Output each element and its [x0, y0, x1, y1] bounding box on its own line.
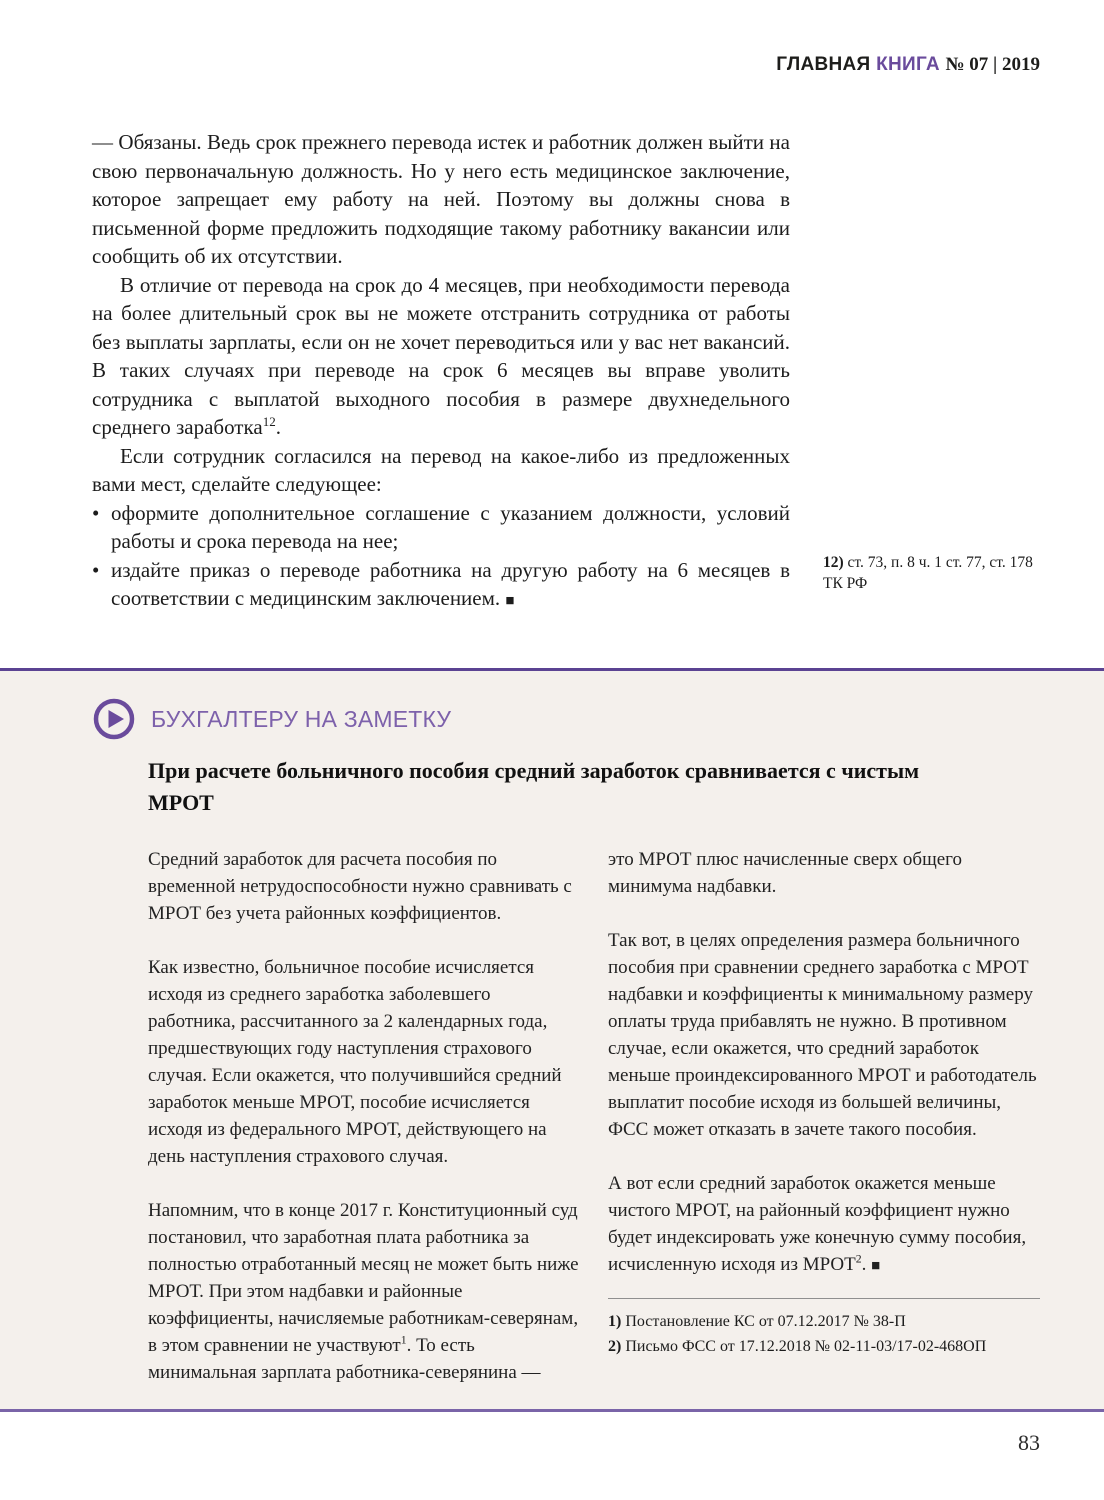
- note-right-paragraph-3: [608, 1170, 1040, 1280]
- note-left-paragraph-3-tail: . То есть минимальная зарплата работника-северянина —: [148, 1335, 541, 1383]
- masthead-brand-accent: КНИГА: [876, 54, 940, 75]
- footnote-2-number: 2): [608, 1338, 622, 1355]
- note-title: При расчете больничного пособия средний заработок сравнивается с чистым МРОТ: [148, 758, 920, 815]
- masthead-brand-black: ГЛАВНАЯ: [776, 54, 871, 75]
- bullet-text-1: оформите дополнительное соглашение с указанием должности, условий работы и срока перевода на нее;: [111, 500, 790, 553]
- page-number: 83: [1018, 1430, 1040, 1455]
- note-section-header: [93, 698, 451, 740]
- note-left-paragraph-3-text: Напомним, что в конце 2017 г. Конституционный суд постановил, что заработная плата работника за полностью отработанный месяц не может быть ниже МРОТ. При этом надбавки и районные коэффициенты, начисляемые работникам-северянам, в этом сравнении не участвуют: [148, 1200, 579, 1356]
- footnote-ref-1: 1: [400, 1333, 407, 1347]
- margin-footnote-12: [823, 552, 1041, 594]
- footnote-1-text: Постановление КС от 07.12.2017 № 38-П: [625, 1313, 906, 1330]
- masthead-issue: № 07 | 2019: [945, 54, 1040, 75]
- note-right-paragraph-1: это МРОТ плюс начисленные сверх общего минимума надбавки.: [608, 849, 962, 897]
- bullet-icon: •: [92, 500, 100, 525]
- footnote-list: [608, 1309, 1040, 1359]
- note-left-paragraph-2: Как известно, больничное пособие исчисляется исходя из среднего заработка заболевшего работника, рассчитанного за 2 календарных года, предшествующих году наступления страхового случая. Если окажется, что получившийся средний заработок меньше МРОТ, пособие исчисляется исходя из федерального МРОТ, действующего на день наступления страхового случая.: [148, 957, 562, 1167]
- footnote-ref-12: 12: [262, 414, 276, 429]
- footnote-1-number: 1): [608, 1313, 622, 1330]
- footnote-ref-2: 2: [855, 1252, 862, 1266]
- footnote-1: [608, 1309, 1040, 1334]
- bullet-text-2: издайте приказ о переводе работника на другую работу на 6 месяцев в соответствии с медицинским заключением.: [111, 557, 790, 610]
- article-bullet-list: [92, 499, 790, 616]
- article-paragraph-3: Если сотрудник согласился на перевод на какое-либо из предложенных вами мест, сделайте следующее:: [92, 443, 790, 496]
- note-left-paragraph-1: Средний заработок для расчета пособия по временной нетрудоспособности нужно сравнивать с МРОТ без учета районных коэффициентов.: [148, 849, 572, 924]
- masthead: [776, 54, 1040, 76]
- play-icon: [93, 698, 135, 740]
- note-right-paragraph-3-period: .: [861, 1254, 867, 1275]
- accountant-note-box: [0, 668, 1104, 1412]
- note-left-column: [148, 846, 580, 1386]
- footnote-2-text: Письмо ФСС от 17.12.2018 № 02-11-03/17-02-468ОП: [625, 1338, 987, 1355]
- main-article: [92, 128, 790, 616]
- article-paragraph-1: — Обязаны. Ведь срок прежнего перевода истек и работник должен выйти на свою первоначальную должность. Но у него есть медицинское заключение, которое запрещает ему работу на ней. Поэтому вы должны снова в письменной форме предложить подходящие такому работнику вакансии или сообщить об их отсутствии.: [92, 130, 790, 268]
- article-end-mark-icon: ■: [505, 593, 515, 609]
- note-section-label: БУХГАЛТЕРУ НА ЗАМЕТКУ: [151, 705, 452, 732]
- article-paragraph-2-text: В отличие от перевода на срок до 4 месяцев, при необходимости перевода на более длительный срок вы не можете отстранить сотрудника от работы без выплаты зарплаты, если он не хочет переводиться или у вас нет вакансий. В таких случаях при переводе на срок 6 месяцев вы вправе уволить сотрудника с выплатой выходного пособия в размере двухнедельного среднего заработка: [92, 272, 790, 439]
- article-paragraph-2: [92, 271, 790, 442]
- list-item: [92, 499, 790, 556]
- note-right-paragraph-3-text: А вот если средний заработок окажется меньше чистого МРОТ, на районный коэффициент нужно будет индексировать уже конечную сумму пособия, исчисленную исходя из МРОТ: [608, 1173, 1027, 1275]
- note-end-mark-icon: ■: [871, 1258, 881, 1274]
- margin-footnote-number: 12): [823, 554, 844, 571]
- footnote-2: [608, 1334, 1040, 1359]
- bullet-icon: •: [92, 557, 100, 582]
- note-left-paragraph-3: [148, 1197, 580, 1386]
- note-right-column: [608, 846, 1040, 1359]
- list-item: [92, 556, 790, 616]
- article-paragraph-2-period: .: [275, 415, 281, 439]
- footnote-divider: [608, 1298, 1040, 1299]
- note-right-paragraph-2: Так вот, в целях определения размера больничного пособия при сравнении среднего заработка с МРОТ надбавки и коэффициенты к минимальному размеру оплаты труда прибавлять не нужно. В противном случае, если окажется, что средний заработок меньше проиндексированного МРОТ и работодатель выплатит пособие исходя из большей величины, ФСС может отказать в зачете такого пособия.: [608, 930, 1037, 1140]
- margin-footnote-text: ст. 73, п. 8 ч. 1 ст. 77, ст. 178 ТК РФ: [823, 554, 1033, 592]
